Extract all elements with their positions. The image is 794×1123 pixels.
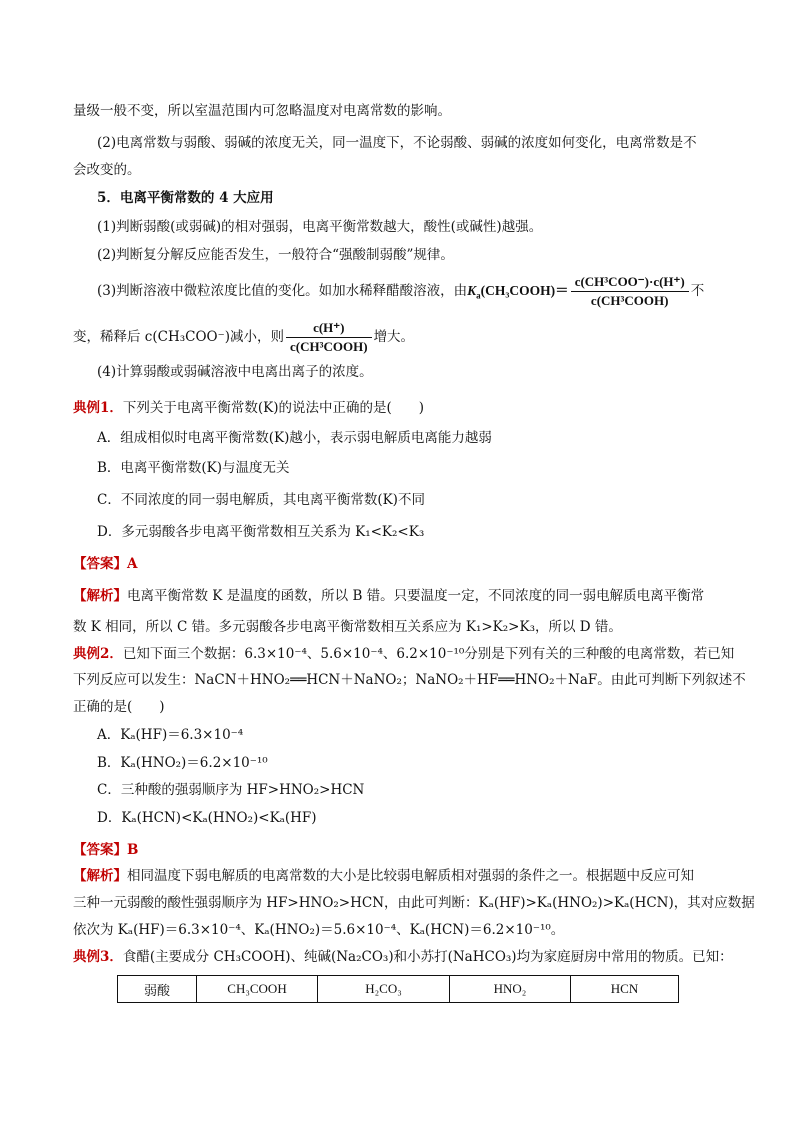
answer-label: 【答案】 <box>73 556 127 572</box>
answer-value: A <box>127 556 138 572</box>
paragraph-temperature-note: 量级一般不变，所以室温范围内可忽略温度对电离常数的影响。 <box>73 103 451 119</box>
example-3-stem <box>73 947 733 967</box>
ka-fraction <box>571 274 689 309</box>
example-1-option-d: D．多元弱酸各步电离平衡常数相互关系为 K₁<K₂<K₃ <box>97 524 425 540</box>
example-1-label: 典例1． <box>73 400 123 416</box>
example-2-option-a: A．Kₐ(HF)＝6.3×10⁻⁴ <box>97 727 244 743</box>
table-header-cell: HCN <box>571 976 679 1003</box>
application-3-line1 <box>97 272 704 310</box>
application-4: (4)计算弱酸或弱碱溶液中电离出离子的浓度。 <box>97 364 373 380</box>
ka-numerator: c(CH³COO⁻)·c(H⁺) <box>571 274 689 292</box>
ratio-fraction <box>286 320 372 355</box>
example-1-answer <box>73 554 137 574</box>
example-1-option-a: A．组成相似时电离平衡常数(K)越小，表示弱电解质电离能力越弱 <box>97 430 492 446</box>
example-2-analysis-line3: 依次为 Kₐ(HF)＝6.3×10⁻⁴、Kₐ(HNO₂)＝5.6×10⁻⁴、Kₐ(HCN)＝6.2×10⁻¹⁰。 <box>73 922 565 938</box>
table-row <box>118 976 679 1003</box>
analysis-text: 电离平衡常数 K 是温度的函数，所以 B 错。只要温度一定，不同浓度的同一弱电解质电离平衡常 <box>127 588 705 604</box>
example-1-stem <box>73 398 424 418</box>
example-2-option-d: D．Kₐ(HCN)<Kₐ(HNO₂)<Kₐ(HF) <box>97 810 317 826</box>
table-header-cell: CH₃COOH <box>197 976 318 1003</box>
example-2-answer <box>73 840 138 860</box>
application-3-line2 <box>73 318 414 356</box>
analysis-label: 【解析】 <box>73 588 127 604</box>
application-3-text3: 增大。 <box>373 329 415 345</box>
example-1-analysis-line2: 数 K 相同，所以 C 错。多元弱酸各步电离平衡常数相互关系应为 K₁>K₂>K₃，所以 D 错。 <box>73 619 622 635</box>
application-3-tail: 不 <box>690 283 705 299</box>
table-header-cell: 弱酸 <box>118 976 197 1003</box>
example-2-stem-line3: 正确的是( ) <box>73 699 165 715</box>
example-2-stem-line1 <box>73 644 734 664</box>
section-heading-applications: 5．电离平衡常数的 4 大应用 <box>97 190 274 206</box>
application-3-text: (3)判断溶液中微粒浓度比值的变化。如加水稀释醋酸溶液，由 <box>97 283 468 299</box>
table-header-cell: HNO₂ <box>450 976 571 1003</box>
application-2: (2)判断复分解反应能否发生，一般符合“强酸制弱酸”规律。 <box>97 247 454 263</box>
application-1: (1)判断弱酸(或弱碱)的相对强弱，电离平衡常数越大，酸性(或碱性)越强。 <box>97 219 543 235</box>
example-2-analysis-line1 <box>73 866 694 886</box>
example-2-stem-line2: 下列反应可以发生：NaCN＋HNO₂══HCN＋NaNO₂；NaNO₂＋HF══HNO₂＋NaF。由此可判断下列叙述不 <box>73 672 746 688</box>
example-3-label: 典例3． <box>73 949 123 965</box>
example-1-analysis-line1 <box>73 586 704 606</box>
example-2-question: 已知下面三个数据：6.3×10⁻⁴、5.6×10⁻⁴、6.2×10⁻¹⁰分别是下列有关的三种酸的电离常数，若已知 <box>122 646 735 662</box>
weak-acid-table <box>117 975 679 1003</box>
paragraph-concentration-line2: 会改变的。 <box>73 162 141 178</box>
example-3-question: 食醋(主要成分 CH₃COOH)、纯碱(Na₂CO₃)和小苏打(NaHCO₃)均为家庭厨房中常用的物质。已知： <box>122 949 733 965</box>
example-1-question: 下列关于电离平衡常数(K)的说法中正确的是( ) <box>122 400 425 416</box>
example-1-option-c: C．不同浓度的同一弱电解质，其电离平衡常数(K)不同 <box>97 492 425 508</box>
example-2-option-b: B．Kₐ(HNO₂)＝6.2×10⁻¹⁰ <box>97 755 268 771</box>
ratio-numerator: c(H⁺) <box>286 320 372 338</box>
ratio-denominator: c(CH³COOH) <box>290 339 368 354</box>
example-2-analysis-line2: 三种一元弱酸的酸性强弱顺序为 HF>HNO₂>HCN，由此可判断：Kₐ(HF)>Kₐ(HNO₂)>Kₐ(HCN)，其对应数据 <box>73 895 755 911</box>
answer-value: B <box>127 842 139 858</box>
answer-label: 【答案】 <box>73 842 127 858</box>
analysis-text: 相同温度下弱电解质的电离常数的大小是比较弱电解质相对强弱的条件之一。根据题中反应可知 <box>127 868 694 884</box>
analysis-label: 【解析】 <box>73 868 127 884</box>
ka-denominator: c(CH³COOH) <box>590 293 669 308</box>
ka-symbol: $K_a(CH_3COOH)=$ <box>467 283 569 301</box>
example-2-label: 典例2． <box>73 646 123 662</box>
table-header-cell: H₂CO₃ <box>318 976 450 1003</box>
paragraph-concentration-line1: (2)电离常数与弱酸、弱碱的浓度无关，同一温度下，不论弱酸、弱碱的浓度如何变化，电离常数是不 <box>97 135 697 151</box>
application-3-text2: 变，稀释后 c(CH₃COO⁻)减小，则 <box>73 329 284 345</box>
example-2-option-c: C．三种酸的强弱顺序为 HF>HNO₂>HCN <box>97 782 365 798</box>
example-1-option-b: B．电离平衡常数(K)与温度无关 <box>97 460 290 476</box>
